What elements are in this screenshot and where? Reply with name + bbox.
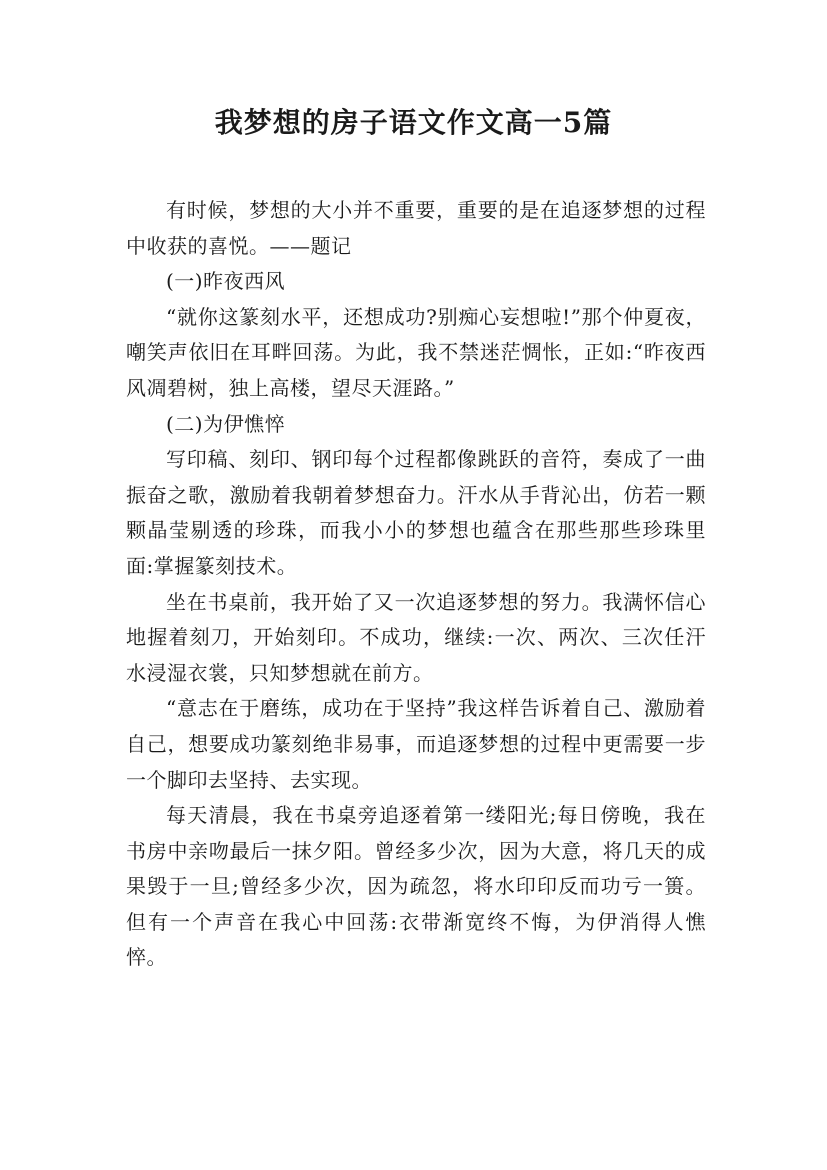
paragraph-3: 坐在书桌前，我开始了又一次追逐梦想的努力。我满怀信心地握着刻刀，开始刻印。不成功，继续:一次、两次、三次任汗水浸湿衣裳，只知梦想就在前方。: [126, 589, 706, 685]
section-heading-1: (一)昨夜西风: [166, 269, 286, 294]
document-body: [126, 193, 706, 976]
paragraph-2: 写印稿、刻印、钢印每个过程都像跳跃的音符，奏成了一曲振奋之歌，激励着我朝着梦想奋力。汗水从手背沁出，仿若一颗颗晶莹剔透的珍珠，而我小小的梦想也蕴含在那些那些珍珠里面:掌握篆刻技术。: [126, 447, 706, 578]
section-heading-2: (二)为伊憔悴: [166, 411, 286, 436]
paragraph-5: 每天清晨，我在书桌旁追逐着第一缕阳光;每日傍晚，我在书房中亲吻最后一抹夕阳。曾经多少次，因为大意，将几天的成果毁于一旦;曾经多少次，因为疏忽，将水印印反而功亏一篑。但有一个声音在我心中回荡:衣带渐宽终不悔，为伊消得人憔悴。: [126, 803, 706, 970]
page-title: 我梦想的房子语文作文高一5篇: [214, 106, 613, 139]
paragraph-epigraph: 有时候，梦想的大小并不重要，重要的是在追逐梦想的过程中收获的喜悦。——题记: [126, 198, 706, 258]
paragraph-4: “意志在于磨练，成功在于坚持”我这样告诉着自己、激励着自己，想要成功篆刻绝非易事，而追逐梦想的过程中更需要一步一个脚印去坚持、去实现。: [126, 696, 706, 792]
paragraph-1: “就你这篆刻水平，还想成功?别痴心妄想啦!”那个仲夏夜，嘲笑声依旧在耳畔回荡。为此，我不禁迷茫惆怅，正如:“昨夜西风凋碧树，独上高楼，望尽天涯路。”: [126, 304, 706, 400]
